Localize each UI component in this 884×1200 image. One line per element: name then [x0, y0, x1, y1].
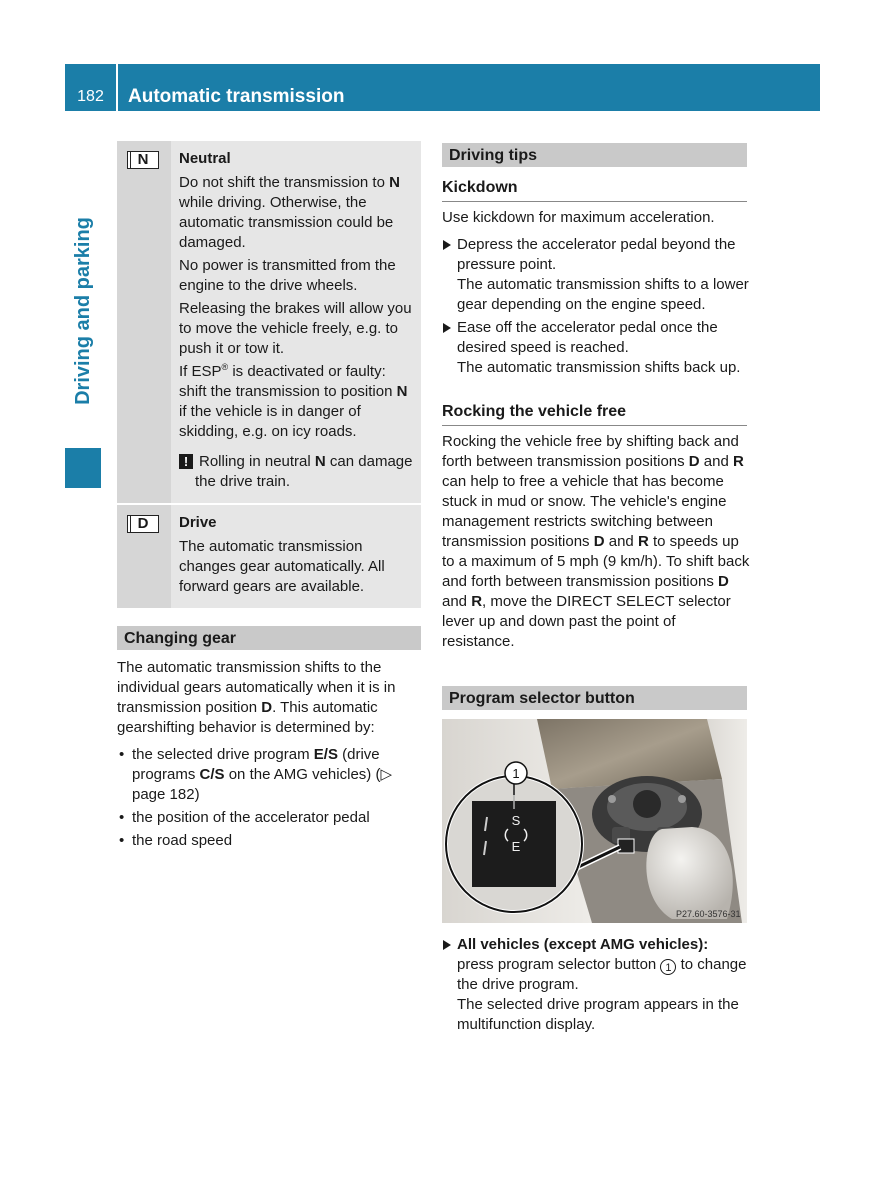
chapter-label: Driving and parking — [72, 217, 94, 405]
gear-paragraph: The automatic transmission changes gear automatically. All forward gears are available. — [179, 538, 385, 595]
page-header — [65, 64, 820, 111]
step-result: The selected drive program appears in the multifunction display. — [457, 996, 739, 1033]
section-heading-changing-gear: Changing gear — [117, 626, 421, 650]
list-item: • the selected drive program E/S (drive programs C/S on the AMG vehicles) (▷ page 182) — [117, 745, 417, 805]
page-number: 182 — [77, 88, 104, 105]
step-result: The automatic transmission shifts to a lower gear depending on the engine speed. — [457, 276, 749, 313]
instruction-step: Depress the accelerator pedal beyond the pressure point. — [442, 235, 750, 275]
instruction-step: All vehicles (except AMG vehicles): press program selector button 1 to change the drive program. — [442, 935, 750, 995]
step-result: The automatic transmission shifts back up. — [457, 359, 741, 376]
header-divider — [116, 64, 118, 111]
gear-row-drive — [117, 503, 421, 608]
warning-note: ! Rolling in neutral N can damage the drive train. — [179, 452, 415, 492]
rocking-text: Rocking the vehicle free by shifting back and forth between transmission positions D and R can help to free a vehicle that has become stuck in mud or snow. The vehicle's engine management restricts switching between transmission positions D and R to speeds up to a maximum of 5 mph (9 km/h). To shift back and forth between transmission positions D and R, move the DIRECT SELECT selector lever up and down past the point of resistance. — [442, 433, 750, 650]
subheading-kickdown: Kickdown — [442, 178, 747, 202]
program-selector-text — [442, 935, 750, 1035]
gear-paragraph: Do not shift the transmission to N while driving. Otherwise, the automatic transmission could be damaged. — [179, 174, 400, 251]
list-item: • the position of the accelerator pedal — [117, 808, 417, 828]
gear-paragraph: If ESP® is deactivated or faulty: shift the transmission to position N if the vehicle is in danger of skidding, e.g. on icy roads. — [179, 362, 408, 440]
subheading-rocking: Rocking the vehicle free — [442, 402, 747, 426]
figure-letter-s: S — [511, 813, 521, 828]
program-selector-photo — [442, 719, 747, 923]
warning-icon: ! — [179, 454, 193, 469]
changing-gear-text: The automatic transmission shifts to the individual gears automatically when it is in transmission position D. This automatic gearshifting behavior is determined by: • the selected drive program E/S (drive programs C/S on the AMG vehicles) (▷ page 182) • the position of the accelerator pedal • the road speed — [117, 658, 417, 854]
callout-number: 1 — [512, 766, 520, 781]
gear-symbol-n: N — [127, 151, 159, 169]
gear-title: Drive — [179, 514, 217, 531]
section-heading-program-selector: Program selector button — [442, 686, 747, 710]
gear-table — [117, 141, 421, 608]
chapter-tab-block — [65, 448, 101, 488]
console-illustration — [442, 719, 747, 923]
gear-title: Neutral — [179, 150, 231, 167]
gear-paragraph: No power is transmitted from the engine to the drive wheels. — [179, 257, 396, 294]
gear-paragraph: Releasing the brakes will allow you to move the vehicle freely, e.g. to push it or tow it. — [179, 300, 412, 357]
instruction-step: Ease off the accelerator pedal once the desired speed is reached. — [442, 318, 750, 358]
figure-code: P27.60-3576-31 — [676, 909, 741, 919]
gear-symbol-d: D — [127, 515, 159, 533]
section-heading-driving-tips: Driving tips — [442, 143, 747, 167]
page-title: Automatic transmission — [128, 86, 345, 107]
list-item: • the road speed — [117, 831, 417, 851]
gear-row-neutral — [117, 141, 421, 503]
callout-number-inline: 1 — [660, 959, 676, 975]
chapter-tab — [65, 111, 101, 488]
figure-letter-e: E — [511, 839, 521, 854]
kickdown-text: Use kickdown for maximum acceleration. Depress the accelerator pedal beyond the pressure point. The automatic transmission shifts to a lower gear depending on the engine speed. Ease off the accelerator pedal once the desired speed is reached. The automatic transmission shifts back up. — [442, 209, 749, 376]
